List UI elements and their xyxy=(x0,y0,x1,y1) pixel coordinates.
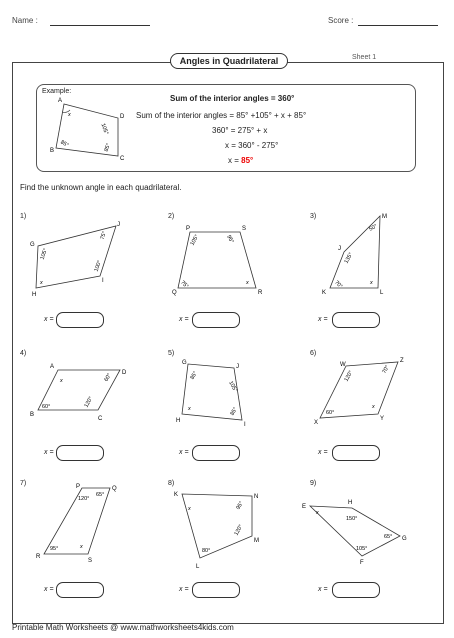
p5-answer-field[interactable] xyxy=(192,445,240,461)
example-line-2: 360° = 275° + x xyxy=(212,126,268,135)
p5-vertex-h: H xyxy=(176,418,181,424)
p3-angle-m: 50° xyxy=(368,223,379,233)
example-vertex-c: C xyxy=(120,156,125,162)
example-vertex-d: D xyxy=(120,114,125,120)
p4-angle-c: 120° xyxy=(83,395,95,409)
p9-answer-field[interactable] xyxy=(332,582,380,598)
problem-5-number: 5) xyxy=(168,350,175,357)
p3-answer-field[interactable] xyxy=(332,312,380,328)
p6-angle-z: 70° xyxy=(381,364,391,375)
p9-angle-f: 105° xyxy=(356,546,368,552)
p1-answer-field[interactable] xyxy=(56,312,104,328)
sheet-label: Sheet 1 xyxy=(352,54,377,61)
p5-angle-i: 85° xyxy=(229,406,239,417)
p6-angle-w: 120° xyxy=(343,369,355,383)
p2-angle-p: 105° xyxy=(189,233,201,247)
p3-vertex-m: M xyxy=(382,214,387,220)
example-vertex-b: B xyxy=(50,148,55,154)
problem-7-number: 7) xyxy=(20,480,27,487)
example-vertex-a: A xyxy=(58,98,63,104)
p8-vertex-m: M xyxy=(254,538,259,544)
p8-angle-l: 80° xyxy=(202,548,211,554)
p1-answer-label: x = xyxy=(44,316,54,323)
p2-angle-r: x xyxy=(246,280,249,286)
p1-angle-g: 105° xyxy=(39,247,50,261)
p6-vertex-y: Y xyxy=(380,416,385,422)
p5-vertex-i: I xyxy=(244,422,246,428)
p1-vertex-g: G xyxy=(30,242,35,248)
p6-answer-field[interactable] xyxy=(332,445,380,461)
p2-vertex-q: Q xyxy=(172,290,177,296)
p7-vertex-q: Q xyxy=(112,486,117,492)
p3-angle-l: x xyxy=(370,280,373,286)
p7-angle-r: 95° xyxy=(50,546,59,552)
p8-vertex-n: N xyxy=(254,494,259,500)
p3-vertex-j: J xyxy=(338,246,341,252)
problem-3-number: 3) xyxy=(310,213,317,220)
p7-angle-q: 65° xyxy=(96,492,105,498)
problem-6-number: 6) xyxy=(310,350,317,357)
problem-1-figure xyxy=(28,218,128,298)
p4-vertex-c: C xyxy=(98,416,103,422)
p7-answer-label: x = xyxy=(44,586,54,593)
p6-vertex-z: Z xyxy=(400,358,404,364)
p4-vertex-d: D xyxy=(122,370,127,376)
example-label: Example: xyxy=(42,88,72,95)
p7-vertex-p: P xyxy=(76,484,81,490)
problem-7-figure xyxy=(34,482,126,562)
p8-vertex-l: L xyxy=(196,564,200,570)
p8-answer-label: x = xyxy=(179,586,189,593)
p1-angle-h: x xyxy=(40,280,43,286)
problem-9-number: 9) xyxy=(310,480,317,487)
p2-vertex-r: R xyxy=(258,290,263,296)
p5-angle-h: x xyxy=(188,406,191,412)
p7-answer-field[interactable] xyxy=(56,582,104,598)
p5-answer-label: x = xyxy=(179,449,189,456)
score-field[interactable] xyxy=(358,25,438,26)
p2-vertex-s: S xyxy=(242,226,247,232)
example-line-4 xyxy=(228,156,253,165)
p7-vertex-r: R xyxy=(36,554,41,560)
score-label: Score : xyxy=(328,16,354,25)
problem-1-number: 1) xyxy=(20,213,27,220)
p2-vertex-p: P xyxy=(186,226,191,232)
p5-angle-g: 85° xyxy=(189,370,199,381)
problem-4-figure xyxy=(28,360,134,426)
p8-angle-m: 120° xyxy=(233,523,245,537)
example-angle-c: 85° xyxy=(103,142,113,153)
p9-angle-g: 65° xyxy=(384,534,393,540)
name-label: Name : xyxy=(12,16,38,25)
problem-9-figure xyxy=(300,494,412,564)
p7-angle-s: x xyxy=(80,544,83,550)
p1-vertex-i: I xyxy=(102,278,104,284)
p1-angle-j: 75° xyxy=(99,230,109,241)
footer-text: Printable Math Worksheets @ www.mathworksheets4kids.com xyxy=(12,623,234,632)
p3-vertex-l: L xyxy=(380,290,384,296)
p6-vertex-x: X xyxy=(314,420,319,426)
p7-vertex-s: S xyxy=(88,558,93,562)
p6-answer-label: x = xyxy=(318,449,328,456)
p5-vertex-g: G xyxy=(182,360,187,366)
name-field[interactable] xyxy=(50,25,150,26)
p6-angle-x: 60° xyxy=(326,410,335,416)
p5-vertex-j: J xyxy=(236,364,239,370)
problem-6-figure xyxy=(310,354,406,430)
p9-angle-h: 150° xyxy=(346,516,358,522)
worksheet-title: Angles in Quadrilateral xyxy=(170,53,288,69)
p1-vertex-h: H xyxy=(32,292,37,298)
p4-vertex-b: B xyxy=(30,412,35,418)
p2-angle-q: 75° xyxy=(179,279,190,290)
problem-5-figure xyxy=(172,354,262,430)
problem-4-number: 4) xyxy=(20,350,27,357)
problem-2-number: 2) xyxy=(168,213,175,220)
p8-vertex-k: K xyxy=(174,492,179,498)
p2-answer-label: x = xyxy=(179,316,189,323)
p6-vertex-w: W xyxy=(340,362,346,368)
p6-angle-y: x xyxy=(372,404,375,410)
problem-8-number: 8) xyxy=(168,480,175,487)
p8-angle-k: x xyxy=(188,506,191,512)
problem-8-figure xyxy=(172,486,268,572)
example-heading: Sum of the interior angles = 360° xyxy=(170,94,295,103)
p3-vertex-k: K xyxy=(322,290,327,296)
p9-answer-label: x = xyxy=(318,586,328,593)
p3-angle-j: 135° xyxy=(343,251,355,265)
p1-vertex-j: J xyxy=(117,222,120,228)
p9-vertex-f: F xyxy=(360,560,364,564)
problem-2-figure xyxy=(172,222,268,298)
problem-3-figure xyxy=(318,210,394,298)
example-angle-d: 105° xyxy=(99,122,109,136)
example-line-3: x = 360° - 275° xyxy=(225,141,279,150)
p8-angle-n: 95° xyxy=(235,500,245,511)
p4-answer-field[interactable] xyxy=(56,445,104,461)
p8-answer-field[interactable] xyxy=(192,582,240,598)
p4-angle-a: x xyxy=(60,378,63,384)
p4-answer-label: x = xyxy=(44,449,54,456)
example-angle-b: 85° xyxy=(59,139,70,149)
example-answer: 85° xyxy=(241,156,254,165)
p4-angle-d: 60° xyxy=(103,372,113,383)
p4-angle-b: 60° xyxy=(42,404,51,410)
p3-angle-k: 70° xyxy=(333,279,344,290)
p9-angle-e: x xyxy=(316,510,319,516)
p3-answer-label: x = xyxy=(318,316,328,323)
p1-angle-i: 100° xyxy=(93,259,104,273)
instructions: Find the unknown angle in each quadrilateral. xyxy=(20,183,182,192)
p9-vertex-g: G xyxy=(402,536,407,542)
example-line-1: Sum of the interior angles = 85° +105° + x + 85° xyxy=(136,111,307,120)
p9-vertex-e: E xyxy=(302,504,307,510)
example-line-4-prefix: x = xyxy=(228,156,242,165)
p9-vertex-h: H xyxy=(348,500,353,506)
p2-angle-s: 95° xyxy=(225,234,235,245)
p7-angle-p: 120° xyxy=(78,496,90,502)
p2-answer-field[interactable] xyxy=(192,312,240,328)
p4-vertex-a: A xyxy=(50,364,55,370)
p5-angle-j: 105° xyxy=(227,380,239,394)
example-angle-a: x xyxy=(68,112,71,118)
example-figure xyxy=(40,96,135,168)
